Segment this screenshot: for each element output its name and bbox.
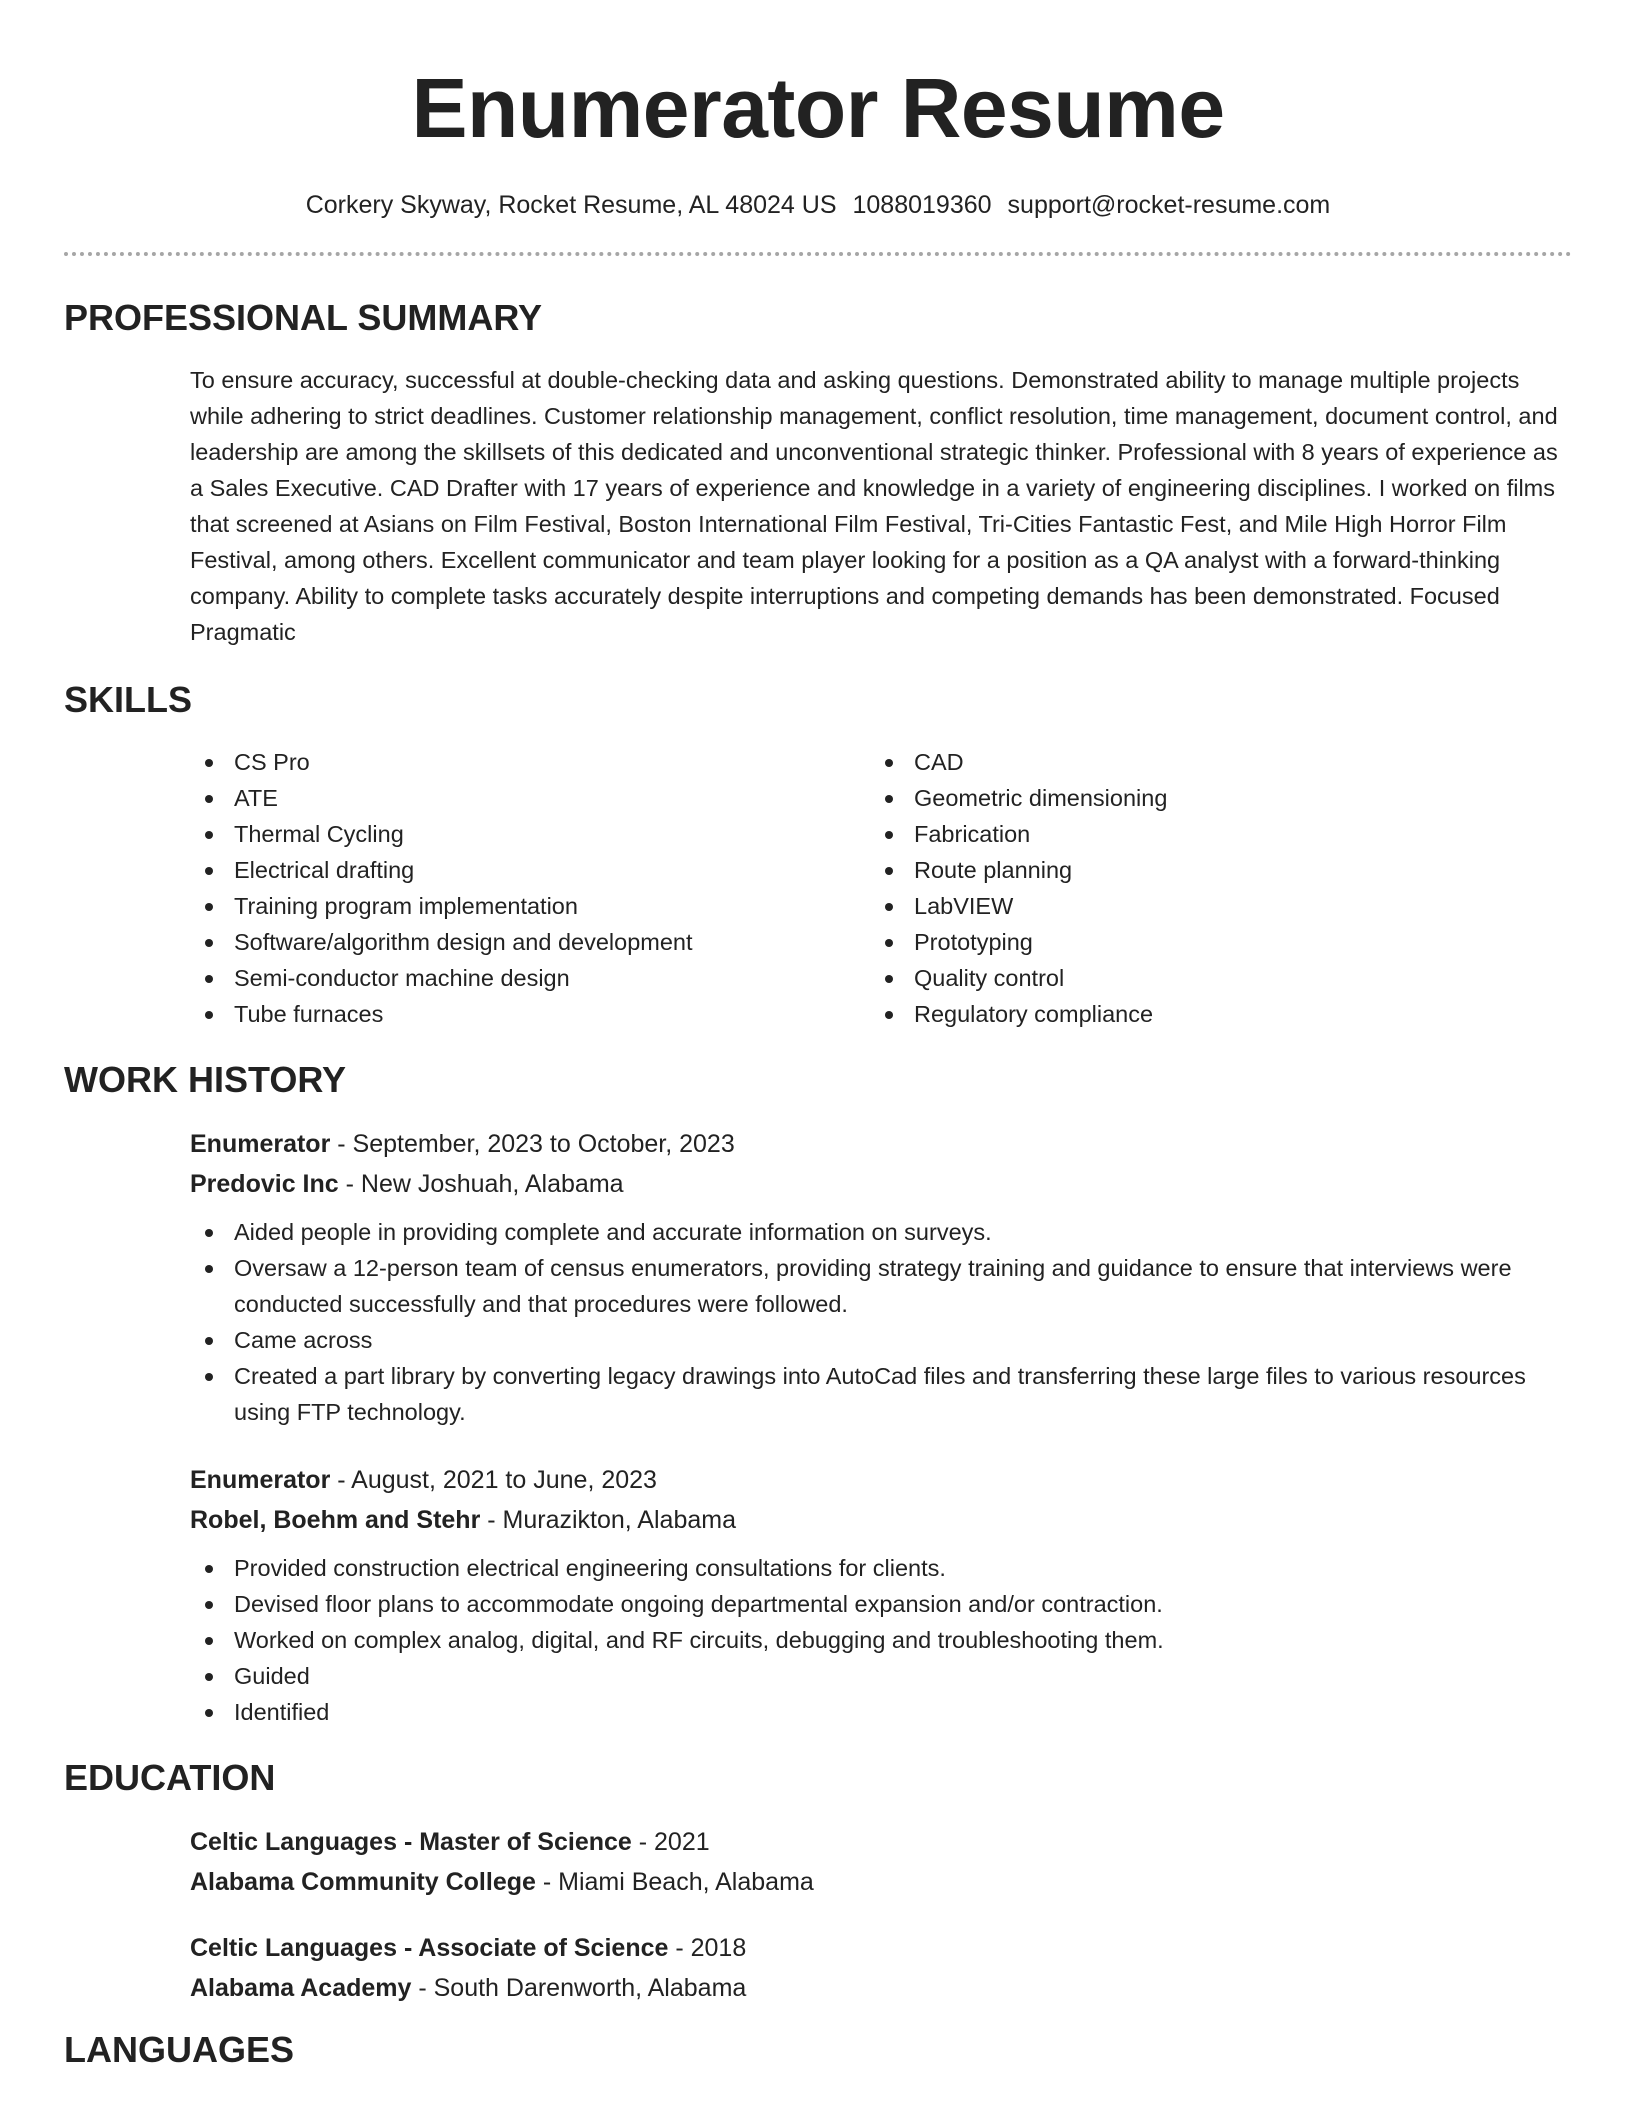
job-location: - New Joshuah, Alabama: [338, 1170, 624, 1198]
section-work-history: [64, 1058, 1572, 1730]
job-bullet: Oversaw a 12-person team of census enumerators, providing strategy training and guidance to ensure that interviews were conducted successfully and that procedures were followed.: [190, 1250, 1572, 1322]
job-company-line: [190, 1500, 1572, 1540]
skill-item: Software/algorithm design and development: [190, 924, 870, 960]
school-line: [190, 1862, 1572, 1902]
job-company: Robel, Boehm and Stehr: [190, 1506, 481, 1534]
section-skills: [64, 678, 1572, 1032]
degree-name: Celtic Languages - Master of Science: [190, 1828, 632, 1856]
skill-item: Training program implementation: [190, 888, 870, 924]
job-company: Predovic Inc: [190, 1170, 339, 1198]
job-bullet: Came across: [190, 1322, 1572, 1358]
skills-heading: SKILLS: [64, 679, 193, 720]
job-bullet: Aided people in providing complete and accurate information on surveys.: [190, 1214, 1572, 1250]
school-location: - Miami Beach, Alabama: [535, 1868, 814, 1896]
skill-item: LabVIEW: [870, 888, 1550, 924]
skill-item: Route planning: [870, 852, 1550, 888]
skill-item: Regulatory compliance: [870, 996, 1550, 1032]
contact-line: [64, 188, 1572, 222]
school-name: Alabama Academy: [190, 1974, 412, 2002]
job-dates: - August, 2021 to June, 2023: [330, 1466, 657, 1494]
contact-phone: 1088019360: [852, 191, 992, 219]
degree-year: - 2021: [631, 1828, 710, 1856]
work-entry: [190, 1460, 1572, 1730]
education-entry: [190, 1928, 1572, 2008]
section-education: [64, 1756, 1572, 2008]
education-heading: EDUCATION: [64, 1757, 276, 1798]
job-title-line: [190, 1460, 1572, 1500]
skill-item: Prototyping: [870, 924, 1550, 960]
job-bullets: [190, 1214, 1572, 1430]
job-bullet: Worked on complex analog, digital, and RF circuits, debugging and troubleshooting them.: [190, 1622, 1572, 1658]
job-bullet: Provided construction electrical engineering consultations for clients.: [190, 1550, 1572, 1586]
school-line: [190, 1968, 1572, 2008]
degree-line: [190, 1928, 1572, 1968]
skill-item: Thermal Cycling: [190, 816, 870, 852]
header-divider: [64, 252, 1572, 256]
job-location: - Murazikton, Alabama: [480, 1506, 736, 1534]
summary-text: To ensure accuracy, successful at double-checking data and asking questions. Demonstrated ability to manage multiple projects while adhering to strict deadlines. Customer relationship management, conflict resolution, time management, document control, and leadership are among the skillsets of this dedicated and unconventional strategic thinker. Professional with 8 years of experience as a Sales Executive. CAD Drafter with 17 years of experience and knowledge in a variety of engineering disciplines. I worked on films that screened at Asians on Film Festival, Boston International Film Festival, Tri-Cities Fantastic Fest, and Mile High Horror Film Festival, among others. Excellent communicator and team player looking for a position as a QA analyst with a forward-thinking company. Ability to complete tasks accurately despite interruptions and competing demands has been demonstrated. Focused Pragmatic: [190, 367, 1558, 645]
degree-name: Celtic Languages - Associate of Science: [190, 1934, 669, 1962]
resume-title: Enumerator Resume: [411, 61, 1225, 155]
summary-heading: PROFESSIONAL SUMMARY: [64, 297, 543, 338]
section-summary: [64, 296, 1572, 650]
job-company-line: [190, 1164, 1572, 1204]
skills-column-right: [870, 744, 1550, 1032]
job-dates: - September, 2023 to October, 2023: [330, 1130, 735, 1158]
resume-page: [64, 0, 1572, 2072]
skill-item: Electrical drafting: [190, 852, 870, 888]
contact-email: support@rocket-resume.com: [1007, 191, 1331, 219]
job-bullet: Created a part library by converting legacy drawings into AutoCad files and transferring these large files to various resources using FTP technology.: [190, 1358, 1572, 1430]
job-bullet: Devised floor plans to accommodate ongoing departmental expansion and/or contraction.: [190, 1586, 1572, 1622]
work-entry: [190, 1124, 1572, 1430]
languages-heading: LANGUAGES: [64, 2029, 295, 2070]
skill-item: Semi-conductor machine design: [190, 960, 870, 996]
skill-item: CAD: [870, 744, 1550, 780]
work-heading: WORK HISTORY: [64, 1059, 347, 1100]
job-bullet: Guided: [190, 1658, 1572, 1694]
skill-item: Tube furnaces: [190, 996, 870, 1032]
job-bullet: Identified: [190, 1694, 1572, 1730]
school-location: - South Darenworth, Alabama: [411, 1974, 747, 2002]
skill-item: Fabrication: [870, 816, 1550, 852]
job-role: Enumerator: [190, 1466, 331, 1494]
skill-item: CS Pro: [190, 744, 870, 780]
job-role: Enumerator: [190, 1130, 331, 1158]
skills-column-left: [190, 744, 870, 1032]
school-name: Alabama Community College: [190, 1868, 536, 1896]
skills-grid: [190, 744, 1572, 1032]
skill-item: Geometric dimensioning: [870, 780, 1550, 816]
degree-year: - 2018: [668, 1934, 747, 1962]
skill-item: ATE: [190, 780, 870, 816]
section-languages: [64, 2028, 1572, 2072]
skill-item: Quality control: [870, 960, 1550, 996]
contact-address: Corkery Skyway, Rocket Resume, AL 48024 US: [305, 191, 837, 219]
job-bullets: [190, 1550, 1572, 1730]
job-title-line: [190, 1124, 1572, 1164]
education-entry: [190, 1822, 1572, 1902]
degree-line: [190, 1822, 1572, 1862]
